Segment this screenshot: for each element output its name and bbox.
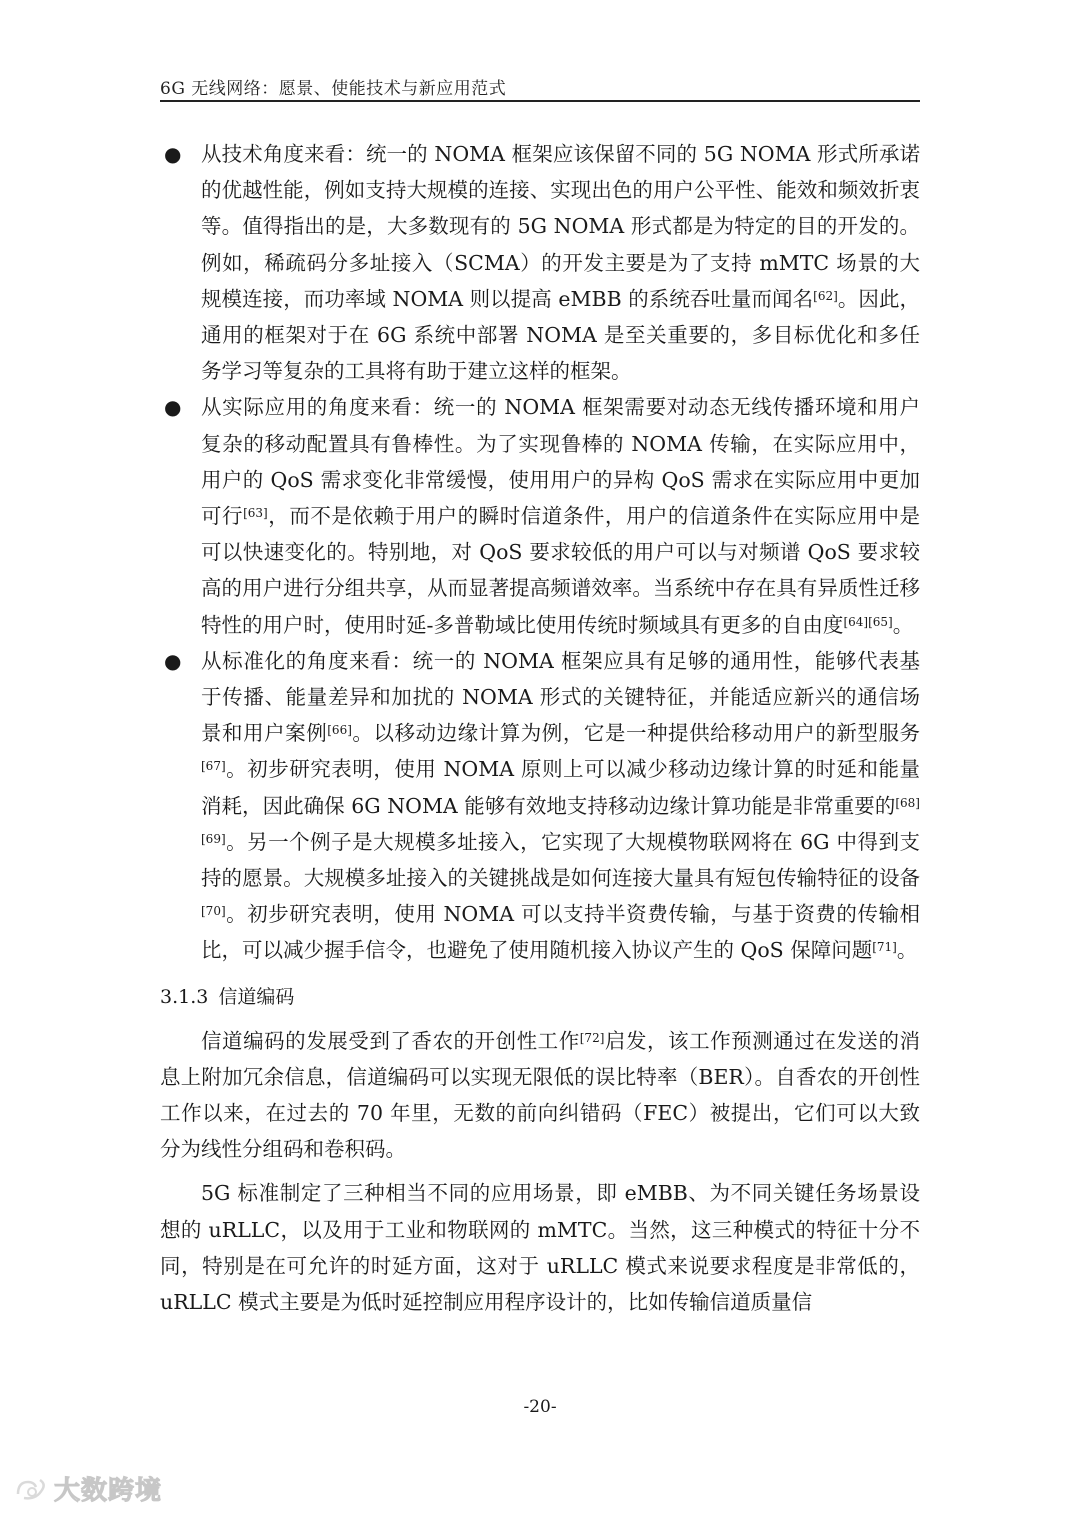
- bullet-text: [201, 643, 920, 969]
- text-run: 。初步研究表明，使用 NOMA 原则上可以减少移动边缘计算的时延和能量消耗，因此确保 6G NOMA 能够有效地支持移动边缘计算功能是非常重要的: [201, 757, 920, 818]
- citation-ref: [70]: [201, 904, 226, 919]
- bullet-item: [160, 643, 920, 969]
- citation-ref: [72]: [579, 1030, 605, 1045]
- text-run: 从标准化的角度来看：统一的 NOMA 框架应具有足够的通用性，能够代表基于传播、能量差异和加扰的 NOMA 形式的关键特征，并能适应新兴的通信场景和用户案例: [201, 648, 920, 746]
- text-run: 从实际应用的角度来看：统一的 NOMA 框架需要对动态无线传播环境和用户复杂的移动配置具有鲁棒性。为了实现鲁棒的 NOMA 传输，在实际应用中，用户的 QoS 需求变化非常缓慢，使用用户的异构 QoS 需求在实际应用中更加可行: [201, 395, 920, 529]
- text-run: 启发，该工作预测通过在发送的消息上附加冗余信息，信道编码可以实现无限低的误比特率（BER）。自香农的开创性工作以来，在过去的 70 年里，无数的前向纠错码（FEC）被提出，它们可以大致分为线性分组码和卷积码。: [160, 1028, 921, 1162]
- text-run: 信道编码的发展受到了香农的开创性工作: [201, 1028, 580, 1053]
- text-run: 从技术角度来看：统一的 NOMA 框架应该保留不同的 5G NOMA 形式所承诺的优越性能，例如支持大规模的连接、实现出色的用户公平性、能效和频效折衷等。值得指出的是，大多数现有的 5G NOMA 形式都是为特定的目的开发的。例如，稀疏码分多址接入（SCMA）的开发主要是为了支持 mMTC 场景的大规模连接，而功率域 NOMA 则以提高 eMBB 的系统吞吐量而闻名: [201, 142, 920, 311]
- text-run: ，而不是依赖于用户的瞬时信道条件，用户的信道条件在实际应用中是可以快速变化的。特别地，对 QoS 要求较低的用户可以与对频谱 QoS 要求较高的用户进行分组共享，从而显著提高频谱效率。当系统中存在具有异质性迁移特性的用户时，使用时延-多普勒域比使用传统时频域具有更多的自由度: [201, 504, 921, 637]
- running-header: 6G 无线网络：愿景、使能技术与新应用范式: [160, 79, 507, 99]
- watermark-text: 大数跨境: [54, 1476, 163, 1506]
- bullet-item: [160, 389, 920, 642]
- citation-ref: [66]: [327, 723, 352, 738]
- text-run: 。另一个例子是大规模多址接入，它实现了大规模物联网将在 6G 中得到支持的愿景。大规模多址接入的关键挑战是如何连接大量具有短包传输特征的设备: [201, 829, 920, 891]
- header-rule: [160, 100, 920, 102]
- body-paragraphs: [160, 1023, 920, 1321]
- bullet-list: [160, 136, 920, 969]
- bullet-dot-icon: ●: [164, 142, 182, 166]
- watermark: [14, 1470, 162, 1507]
- body-paragraph: [160, 1023, 920, 1168]
- text-run: 。初步研究表明，使用 NOMA 可以支持半资费传输，与基于资费的传输相比，可以减少握手信令，也避免了使用随机接入协议产生的 QoS 保障问题: [201, 902, 920, 963]
- bullet-dot-icon: ●: [164, 648, 182, 673]
- section-number: 3.1.3: [160, 985, 209, 1008]
- body-paragraph: [160, 1175, 920, 1320]
- citation-ref: [64][65]: [843, 614, 893, 629]
- text-run: 。以移动边缘计算为例，它是一种提供给移动用户的新型服务: [351, 721, 921, 746]
- citation-ref: [62]: [813, 288, 838, 303]
- bullet-item: [160, 136, 920, 389]
- watermark-logo-icon: [14, 1474, 50, 1504]
- page-number: -20-: [523, 1397, 557, 1417]
- citation-ref: [67]: [201, 759, 226, 774]
- text-run: 。: [896, 938, 918, 963]
- bullet-text: [201, 389, 920, 642]
- text-run: 。: [892, 612, 914, 637]
- text-run: 。因此，通用的框架对于在 6G 系统中部署 NOMA 是至关重要的，多目标优化和多任务学习等复杂的工具将有助于建立这样的框架。: [201, 286, 920, 384]
- citation-ref: [68][69]: [201, 795, 920, 846]
- page-body: [160, 136, 920, 1320]
- bullet-text: [201, 136, 920, 389]
- section-heading: [160, 985, 920, 1009]
- citation-ref: [63]: [243, 506, 268, 521]
- bullet-dot-icon: ●: [164, 395, 182, 420]
- section-title: 信道编码: [218, 985, 295, 1008]
- text-run: 5G 标准制定了三种相当不同的应用场景，即 eMBB、为不同关键任务场景设想的 uRLLC，以及用于工业和物联网的 mMTC。当然，这三种模式的特征十分不同，特别是在可允许的时延方面，这对于 uRLLC 模式来说要求程度是非常低的，uRLLC 模式主要是为低时延控制应用程序设计的，比如传输信道质量信: [160, 1181, 920, 1315]
- citation-ref: [71]: [872, 940, 897, 955]
